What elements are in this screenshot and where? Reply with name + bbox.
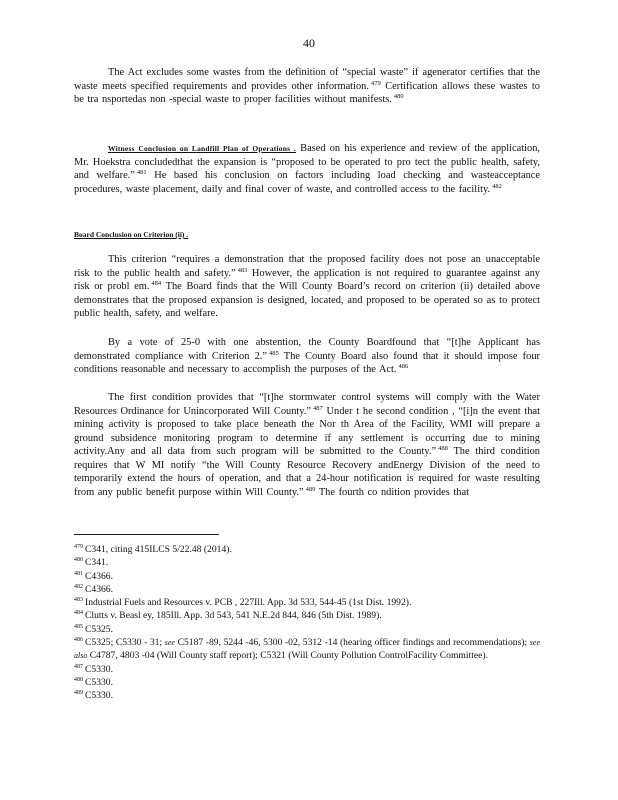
paragraph-text: Based on his experience and review of the application, Mr. Hoekstra concludedthat the expansion is “proposed to be operated to pro tect the public health, safety, and welfare.”: [74, 143, 540, 181]
footnote-487: [74, 663, 540, 676]
paragraph-text: The County Board also found that it should impose four conditions reasonable and necessary to accomplish the purposes of the Act.: [74, 350, 540, 375]
paragraph-text: He based his conclusion on factors including load checking and wasteacceptance procedures, waste placement, daily and final cover of waste, and controlled access to the facility.: [74, 170, 540, 195]
footnote-number: 483: [74, 597, 83, 604]
paragraph-text: By a vote of 25-0 with one abstention, the County Boardfound that “[t]he Applicant has demonstrated compliance with Criterion 2.”: [74, 337, 540, 362]
footnote-481: [74, 570, 540, 583]
footnote-479: [74, 543, 540, 556]
paragraph-text: The third condition requires that W MI notify “the Will County Resource Recovery andEnergy Division of the need to temporarily extend the hours of operation, and that a 24-hour notification is required for waste resulting from any public benefit purpose within Will County.”: [74, 446, 540, 498]
footnote-number: 488: [74, 676, 83, 683]
footnote-482: [74, 583, 540, 596]
footnote-number: 480: [74, 557, 83, 564]
footnote-number: 487: [74, 663, 83, 670]
footnote-number: 486: [74, 637, 83, 644]
footnote-text: C5330.: [85, 676, 113, 688]
footnote-number: 489: [74, 690, 83, 697]
footnote-ref: 489: [305, 485, 316, 493]
footnote-ref: 480: [393, 93, 404, 100]
footnote-486: [74, 636, 540, 663]
footnote-ref: 479: [370, 79, 381, 87]
footnote-text: C341.: [85, 557, 109, 569]
footnote-text: C5187 -89, 5244 -46, 5300 -02, 5312 -14 (hearing officer findings and recommendations);: [174, 637, 530, 649]
footnote-ref: 488: [438, 445, 448, 452]
footnote-485: [74, 623, 540, 636]
page-number: 40: [303, 36, 315, 50]
footnote-text: C4366.: [85, 583, 113, 595]
paragraph-text: The first condition provides that “[t]he stormwater control systems will comply with the Water Resources Ordinance for Unincorporated Will County.”: [74, 392, 540, 417]
footnote-ref: 484: [151, 280, 162, 287]
footnote-number: 485: [74, 623, 83, 630]
footnote-ref: 482: [492, 182, 502, 190]
footnote-signal: see also: [74, 638, 540, 661]
paragraph-text: The Board finds that the Will County Board’s record on criterion (ii) detailed above demonstrates that the proposed expansion is designed, located, and proposed to be operated so as to protect public health, safety, and welfare.: [74, 281, 540, 319]
footnote-ref: 486: [398, 363, 409, 370]
paragraph-text: However, the application is not required to guarantee against any risk or probl em.: [74, 267, 541, 292]
paragraph-criterion-requirement: [74, 253, 540, 321]
footnote-ref: 481: [136, 169, 147, 176]
footnote-488: [74, 676, 540, 689]
footnote-signal: see: [164, 638, 175, 648]
paragraph-conditions: [74, 391, 540, 499]
paragraph-text: This criterion “requires a demonstration that the proposed facility does not pose an unacceptable risk to the public health and safety.”: [74, 254, 540, 279]
footnote-483: [74, 596, 540, 609]
footnote-number: 479: [74, 544, 83, 550]
paragraph-text: The fourth co ndition provides that: [315, 486, 469, 498]
board-conclusion-heading: Board Conclusion on Criterion (ii) .: [74, 230, 189, 239]
footnote-text: C5330.: [85, 663, 113, 675]
witness-heading: Witness Conclusion on Landfill Plan of Operations .: [108, 144, 296, 153]
footnote-text: C4787, 4803 -04 (Will County staff report); C5321 (Will County Pollution ControlFacility Committee).: [87, 650, 488, 662]
paragraph-special-waste: [74, 66, 540, 107]
footnote-ref: 487: [313, 404, 323, 412]
footnote-text: Clutts v. Beasl ey, 185Ill. App. 3d 543, 541 N.E.2d 844, 846 (5th Dist. 1989).: [85, 610, 382, 622]
footnote-484: [74, 609, 540, 622]
footnote-480: [74, 556, 540, 569]
footnote-number: 484: [74, 610, 83, 617]
footnotes-section: [74, 543, 540, 703]
footnote-489: [74, 689, 540, 702]
paragraph-witness-conclusion: [74, 142, 540, 196]
footnote-number: 481: [74, 570, 83, 577]
footnote-text: C341, citing 415ILCS 5/22.48 (2014).: [85, 544, 232, 555]
footnote-text: C5325.: [85, 623, 113, 635]
footnote-text: Industrial Fuels and Resources v. PCB , 227Ill. App. 3d 533, 544-45 (1st Dist. 1992).: [85, 597, 412, 609]
footnote-ref: 485: [269, 349, 279, 357]
paragraph-county-vote: [74, 336, 540, 377]
footnote-number: 482: [74, 583, 83, 590]
footnote-text: C4366.: [85, 570, 113, 582]
paragraph-text: Under t he second condition , “[i]n the event that mining activity is proposed to take place beneath the Nor th Area of the Facility, WMI will prepare a ground subsidence monitoring program to determine if any settlement is occurring due to mining activity.Any and all data from such program will be submitted to the County.”: [74, 405, 540, 457]
paragraph-text: Certification allows these wastes to be tra nsportedas non -special waste to proper facilities without manifests.: [74, 80, 540, 105]
footnote-text: C5325; C5330 - 31;: [85, 637, 165, 649]
footnote-divider: [74, 534, 219, 535]
paragraph-text: The Act excludes some wastes from the definition of “special waste” if agenerator certifies that the waste meets specified requirements and provides other information.: [74, 67, 540, 92]
footnote-text: C5330.: [85, 690, 113, 702]
footnote-ref: 483: [237, 266, 248, 274]
